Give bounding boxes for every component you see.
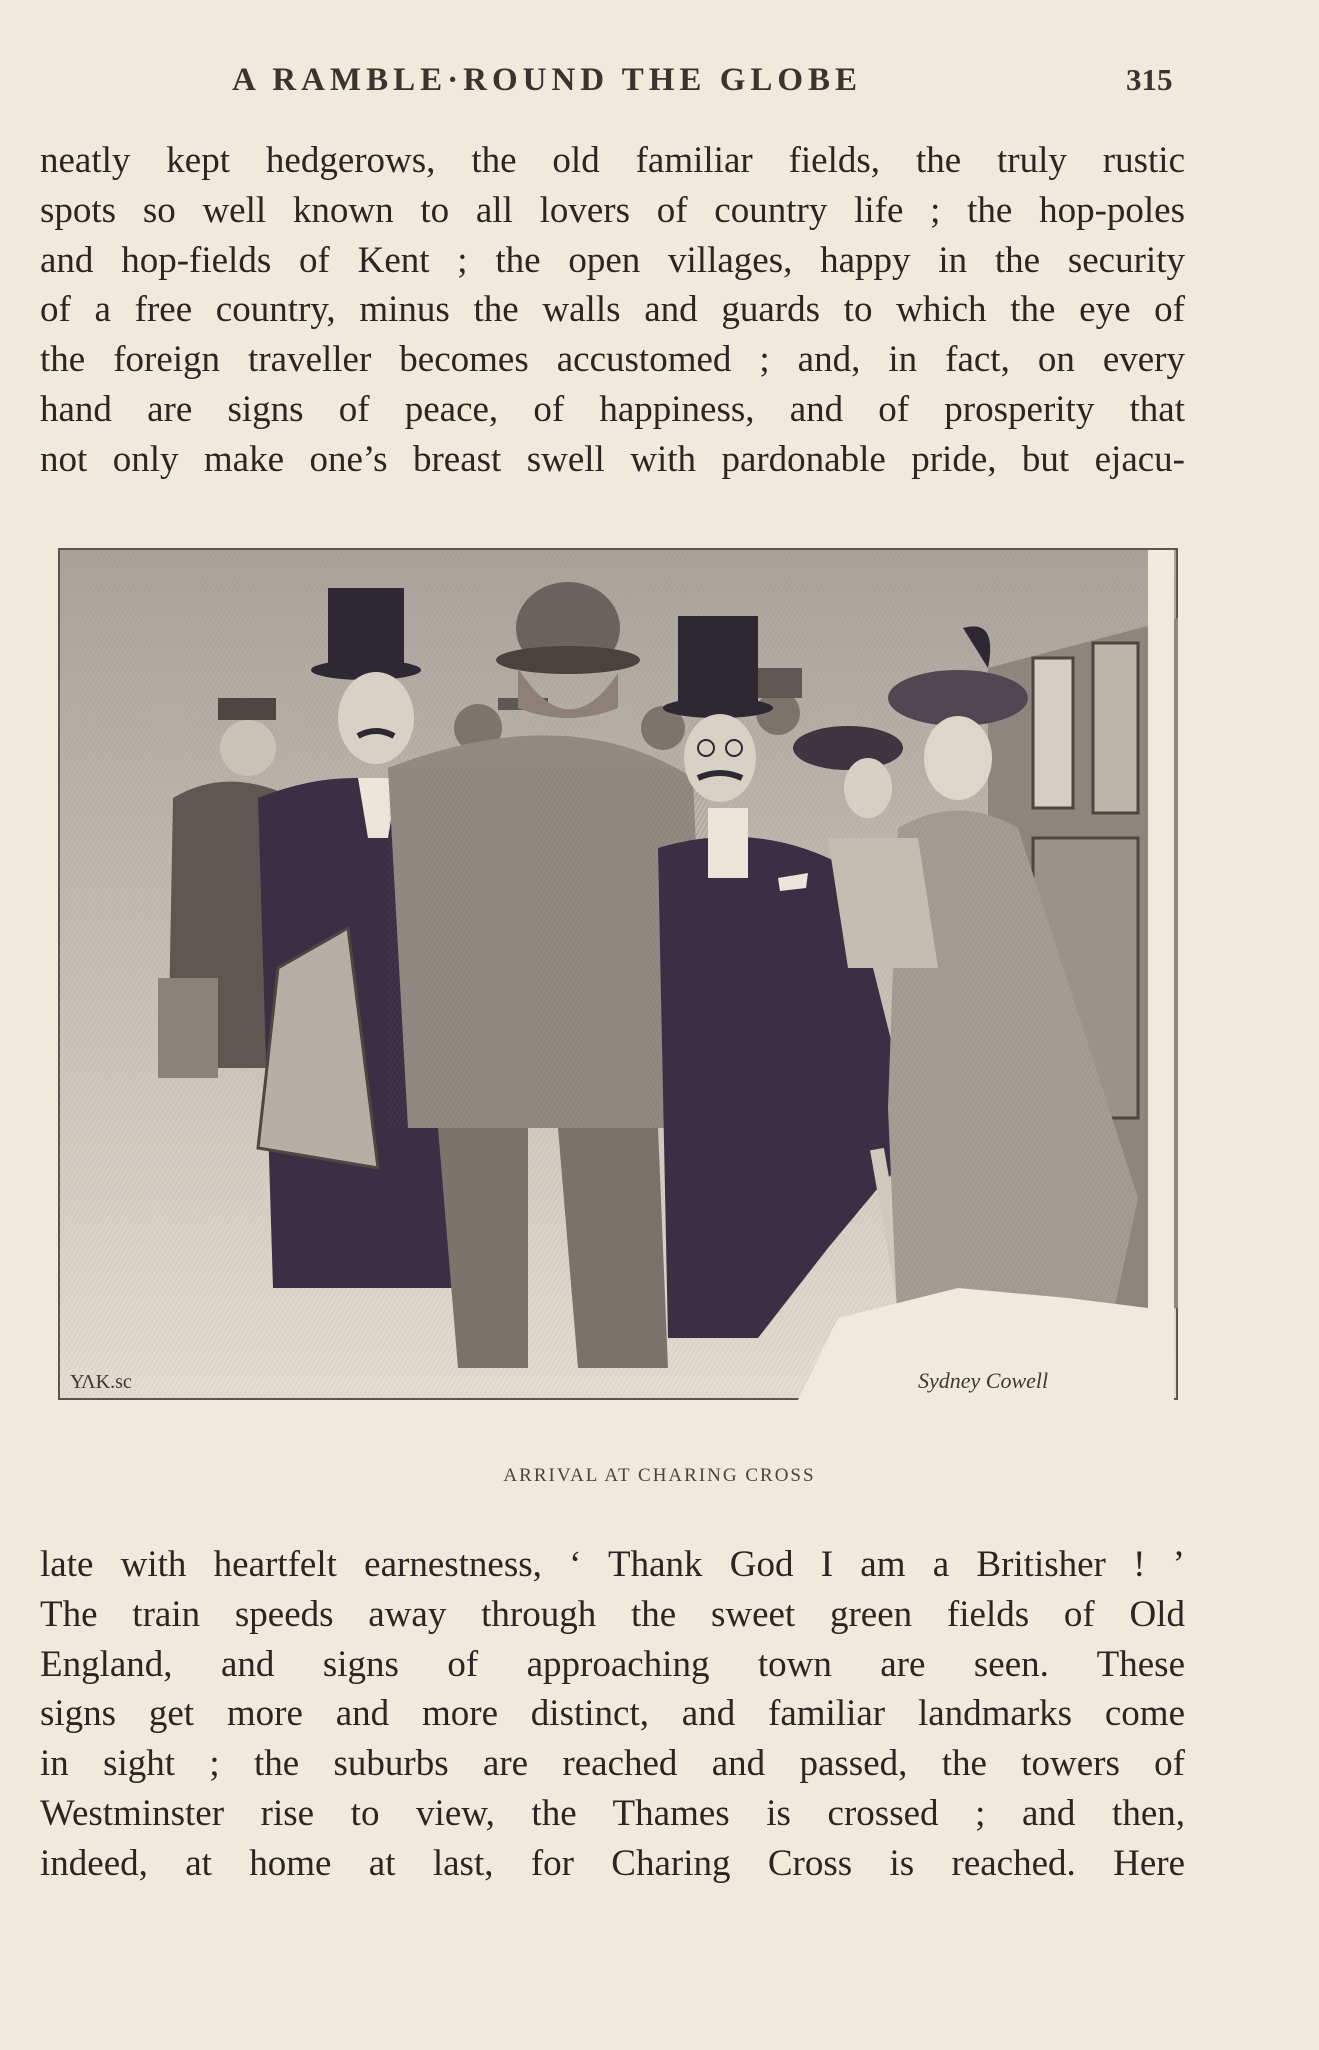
text-line: spots so well known to all lovers of country life ; the hop-poles xyxy=(40,189,1185,231)
text-line: late with heartfelt earnestness, ‘ Thank God I am a Britisher ! ’ xyxy=(40,1544,1185,1585)
text-line: indeed, at home at last, for Charing Cross is reached. Here xyxy=(40,1842,1185,1884)
text-line: England, and signs of approaching town are seen. These xyxy=(40,1643,1185,1685)
text-line: signs get more and more distinct, and familiar landmarks come xyxy=(40,1693,1185,1735)
running-head xyxy=(0,62,1319,102)
text-line: in sight ; the suburbs are reached and passed, the towers of xyxy=(40,1743,1185,1785)
paragraph-bottom xyxy=(40,1540,1185,1889)
illustration xyxy=(58,548,1186,1410)
text-line: and hop-fields of Kent ; the open villages, happy in the security xyxy=(40,239,1185,281)
text-line: neatly kept hedgerows, the old familiar fields, the truly rustic xyxy=(40,140,1185,181)
artist-signature: Sydney Cowell xyxy=(918,1368,1049,1393)
figure-caption: ARRIVAL AT CHARING CROSS xyxy=(503,1465,816,1486)
paragraph-top xyxy=(40,136,1185,485)
text-line: hand are signs of peace, of happiness, and of prosperity that xyxy=(40,388,1185,430)
engraver-signature: ΥΛΚ.sc xyxy=(70,1371,132,1393)
text-line: the foreign traveller becomes accustomed ; and, in fact, on every xyxy=(40,339,1185,381)
text-line: Westminster rise to view, the Thames is crossed ; and then, xyxy=(40,1792,1185,1834)
text-line: not only make one’s breast swell with pardonable pride, but ejacu- xyxy=(40,438,1185,480)
page-number: 315 xyxy=(1126,62,1173,97)
text-line: of a free country, minus the walls and guards to which the eye of xyxy=(40,289,1185,331)
running-title: A RAMBLE·ROUND THE GLOBE xyxy=(232,62,863,98)
illustration-engraving xyxy=(58,548,1186,1410)
text-line: The train speeds away through the sweet green fields of Old xyxy=(40,1593,1185,1635)
